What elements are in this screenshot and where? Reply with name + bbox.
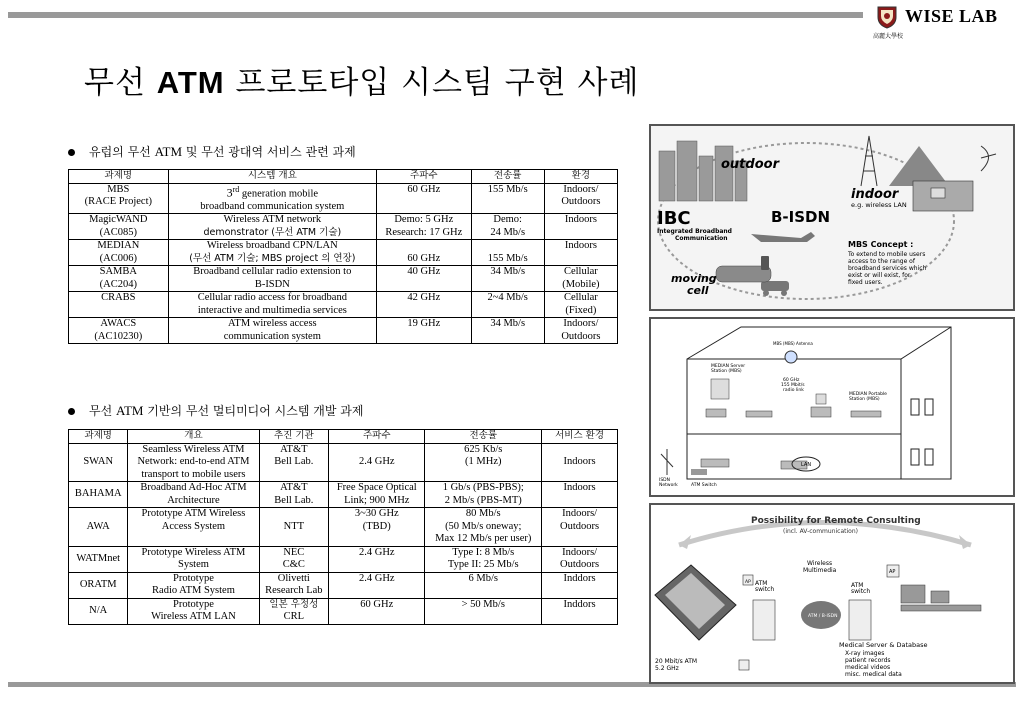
cell-line: Bell Lab. xyxy=(274,494,314,506)
environment-cell xyxy=(544,292,617,318)
cell-line: Wireless ATM network xyxy=(223,214,322,225)
service-env-cell xyxy=(542,572,618,598)
cell-line: Network: end-to-end ATM xyxy=(137,456,250,467)
column-header: 과제명 xyxy=(69,170,169,184)
cell-line: (Fixed) xyxy=(565,304,597,316)
cell-line: 60 GHz xyxy=(360,598,394,610)
cell-line: MBS xyxy=(107,183,130,195)
section2-bullet-post: 기반의 무선 멀티미디어 시스템 개발 과제 xyxy=(147,404,364,418)
table-header-row xyxy=(69,170,618,184)
consult-subtitle: (incl. AV-communication) xyxy=(783,528,858,535)
system-desc-cell xyxy=(168,318,376,344)
cell-line: Max 12 Mb/s per user) xyxy=(435,533,532,544)
organization-cell xyxy=(259,508,329,547)
cell-line: Demo: 5 GHz xyxy=(394,214,454,225)
cell-line: 34 Mb/s xyxy=(490,266,526,277)
cell-line: 2 Mb/s (PBS-MT) xyxy=(444,494,522,506)
cell-line: System xyxy=(177,559,209,570)
environment-cell xyxy=(544,318,617,344)
overview-cell xyxy=(128,482,259,508)
workstation-icon xyxy=(901,585,981,611)
cell-line: 2.4 GHz xyxy=(358,456,395,467)
cell-line: interactive and multimedia services xyxy=(197,304,347,316)
outdoor-label: outdoor xyxy=(721,157,779,172)
cell-line: (TBD) xyxy=(362,520,391,532)
frequency-cell xyxy=(377,214,472,240)
cell-line: Wireless broadband CPN/LAN xyxy=(206,240,338,251)
cell-line: 625 Kb/s xyxy=(464,443,503,455)
cell-line: Outdoors xyxy=(561,196,601,207)
top-divider-bar xyxy=(8,12,863,18)
cell-line: 34 Mb/s xyxy=(490,318,526,329)
rate-label-2: 5.2 GHz xyxy=(655,665,679,672)
table-row xyxy=(69,318,618,344)
project-name-cell: BAHAMA xyxy=(69,482,128,508)
section2-bullet-pre: 무선 xyxy=(89,404,113,418)
service-env-cell xyxy=(542,508,618,547)
lan-label: LAN xyxy=(801,462,812,468)
cell-line: 155 Mb/s xyxy=(487,252,528,264)
column-header: 주파수 xyxy=(377,170,472,184)
cell-line: (AC085) xyxy=(99,226,137,238)
cell-line: 3~30 GHz xyxy=(354,508,399,519)
car-icon xyxy=(761,281,789,296)
cell-line: (50 Mb/s oneway; xyxy=(445,520,522,532)
link-label-1: 60 GHz xyxy=(783,378,800,383)
service-env-cell xyxy=(542,598,618,624)
cell-line: Research: 17 GHz xyxy=(385,226,463,238)
cell-line: Bell Lab. xyxy=(274,456,314,467)
column-header: 과제명 xyxy=(69,430,128,444)
frequency-cell xyxy=(329,482,425,508)
cell-line: 2.4 GHz xyxy=(358,572,395,584)
table-row xyxy=(69,240,618,266)
project-name-cell xyxy=(69,240,169,266)
frequency-cell xyxy=(377,292,472,318)
column-header: 시스템 개요 xyxy=(168,170,376,184)
column-header: 전송률 xyxy=(425,430,542,444)
section2-bullet-atm: ATM xyxy=(116,403,144,418)
page-title xyxy=(84,57,639,102)
cell-line: Demo: xyxy=(493,214,522,225)
frequency-cell xyxy=(377,183,472,214)
cell-line: 19 GHz xyxy=(407,318,441,329)
ibc-sub-label-1: Integrated Broadband xyxy=(657,228,732,235)
rate-cell xyxy=(425,482,542,508)
cell-line: (RACE Project) xyxy=(84,196,152,207)
cell-line: Indoors xyxy=(564,214,597,225)
tablet-device-icon xyxy=(655,565,736,640)
cell-line: Type I: 8 Mb/s xyxy=(452,546,515,558)
indoor-sub-label: e.g. wireless LAN xyxy=(851,201,907,209)
desc-superscript: rd xyxy=(232,184,240,194)
frequency-cell xyxy=(329,508,425,547)
wireless-label-2: Multimedia xyxy=(803,567,837,574)
mbs-concept-line-2: access to the range of xyxy=(848,258,915,265)
cell-line: 80 Mb/s xyxy=(465,508,501,519)
cell-line: Inddors xyxy=(563,572,596,584)
multimedia-projects-table xyxy=(68,429,618,625)
cell-line: Type II: 25 Mb/s xyxy=(447,559,519,570)
cell-line: (AC10230) xyxy=(94,330,143,342)
cell-line: Broadband cellular radio extension to xyxy=(193,266,352,277)
server-label-1: MEDIAN Server xyxy=(711,364,746,369)
system-desc-cell xyxy=(168,292,376,318)
cell-line: 1 Gb/s (PBS-PBS); xyxy=(442,482,524,493)
ibc-concept-figure xyxy=(649,124,1015,311)
rate-cell xyxy=(471,292,544,318)
server-item-4: misc. medical data xyxy=(845,671,902,678)
cell-line: Prototype ATM Wireless xyxy=(141,508,246,519)
isdn-label-1: ISDN xyxy=(659,478,671,483)
rate-cell xyxy=(425,508,542,547)
project-name-cell xyxy=(69,266,169,292)
isdn-label-2: Network xyxy=(659,483,678,488)
rate-label-1: 20 Mbit/s ATM xyxy=(655,658,698,665)
column-header: 개요 xyxy=(128,430,259,444)
cell-line: Research Lab xyxy=(265,585,323,596)
title-prefix: 무선 xyxy=(84,65,146,101)
satellite-dish-icon xyxy=(981,146,996,171)
bisdn-label: ATM / B-ISDN xyxy=(808,614,838,619)
atm-switch-icon xyxy=(691,469,707,475)
project-name-cell: N/A xyxy=(69,598,128,624)
cell-line: 24 Mb/s xyxy=(490,226,526,238)
column-header: 추진 기관 xyxy=(259,430,329,444)
title-suffix: 프로토타입 시스팀 구현 사례 xyxy=(235,65,640,101)
mbs-concept-title: MBS Concept : xyxy=(848,240,914,249)
cell-line: Indoors xyxy=(563,456,596,467)
cell-line: generation mobile xyxy=(239,188,319,199)
server-item-2: patient records xyxy=(845,657,891,664)
wireless-label-1: Wireless xyxy=(807,560,833,567)
rate-cell xyxy=(425,598,542,624)
cell-line: 6 Mb/s xyxy=(468,572,499,584)
table-header-row xyxy=(69,430,618,444)
cell-line: Link; 900 MHz xyxy=(344,494,410,506)
cell-line: 40 GHz xyxy=(407,266,441,277)
cell-line: Cellular radio access for broadband xyxy=(197,292,347,303)
desc-prefix: 3 xyxy=(226,185,233,199)
cell-line: Free Space Optical xyxy=(336,482,417,493)
atm-switch-right-2: switch xyxy=(851,588,871,595)
cell-line: CRABS xyxy=(101,292,136,303)
cell-line: Seamless Wireless ATM xyxy=(142,443,245,455)
logo-text: WISE LAB xyxy=(905,6,998,26)
cell-line: Prototype xyxy=(173,598,214,610)
rate-cell xyxy=(425,546,542,572)
antenna-label: MBS (MBS) Antenna xyxy=(773,341,813,346)
system-desc-cell xyxy=(168,183,376,214)
cell-line: SAMBA xyxy=(99,266,137,277)
moving-cell-label-2: cell xyxy=(687,284,709,297)
university-crest-icon xyxy=(877,5,897,29)
table-row xyxy=(69,598,618,624)
organization-cell xyxy=(259,598,329,624)
cell-line: broadband communication system xyxy=(200,200,345,212)
cell-line: Wireless ATM LAN xyxy=(151,611,236,622)
tower-icon xyxy=(861,136,877,186)
atm-switch-left-2: switch xyxy=(755,586,775,593)
window-icons xyxy=(911,399,933,465)
link-label-3: radio link xyxy=(783,388,804,393)
server-title: Medical Server & Database xyxy=(839,641,928,649)
logo-subtext: 高麗大學校 xyxy=(873,33,904,40)
table-row xyxy=(69,443,618,482)
cell-line: communication system xyxy=(223,330,321,342)
project-name-cell xyxy=(69,318,169,344)
cell-line: Indoors/ xyxy=(562,508,598,519)
project-name-cell xyxy=(69,292,169,318)
section1-bullet-atm: ATM xyxy=(154,144,183,159)
portable-label-1: MEDIAN Portable xyxy=(849,392,887,397)
column-header: 서비스 환경 xyxy=(542,430,618,444)
mbs-concept-line-5: fixed users. xyxy=(848,279,883,286)
cell-line: (1 MHz) xyxy=(465,456,502,467)
overview-cell xyxy=(128,598,259,624)
cell-line: Cellular xyxy=(563,266,598,277)
cell-line: Architecture xyxy=(167,494,220,506)
project-name-cell: SWAN xyxy=(69,443,128,482)
project-name-cell: ORATM xyxy=(69,572,128,598)
organization-cell xyxy=(259,546,329,572)
cell-line: Indoors/ xyxy=(563,318,599,329)
overview-cell xyxy=(128,572,259,598)
table-row xyxy=(69,292,618,318)
section1-bullet-pre: 유럽의 무선 xyxy=(89,145,151,159)
server-label-2: Station (MBS) xyxy=(711,369,742,374)
frequency-cell xyxy=(329,598,425,624)
cell-line: C&C xyxy=(282,559,305,570)
frequency-cell xyxy=(377,240,472,266)
service-env-cell xyxy=(542,443,618,482)
organization-cell xyxy=(259,572,329,598)
table-row xyxy=(69,214,618,240)
project-name-cell xyxy=(69,214,169,240)
cell-line: transport to mobile users xyxy=(141,468,246,480)
organization-cell xyxy=(259,482,329,508)
cell-line: > 50 Mb/s xyxy=(461,598,505,610)
table-row xyxy=(69,482,618,508)
environment-cell xyxy=(544,183,617,214)
cell-line: Olivetti xyxy=(277,572,310,584)
portable-label-2: Station (MBS) xyxy=(849,397,880,402)
overview-cell xyxy=(128,546,259,572)
rate-cell xyxy=(471,214,544,240)
mountain-icon xyxy=(889,146,949,186)
frequency-cell xyxy=(329,443,425,482)
cell-line: (Mobile) xyxy=(562,278,600,290)
bullet-dot-icon xyxy=(68,149,75,156)
cell-line: 2~4 Mb/s xyxy=(487,292,528,303)
table-row xyxy=(69,546,618,572)
cell-line: 일본 우정성 xyxy=(269,598,319,610)
overview-cell xyxy=(128,443,259,482)
mbs-concept-line-3: broadband services which xyxy=(848,265,927,272)
rate-cell xyxy=(425,443,542,482)
frequency-cell xyxy=(377,266,472,292)
cell-line: 60 GHz xyxy=(407,252,441,264)
column-header: 전송률 xyxy=(471,170,544,184)
atm-switch-label: ATM Switch xyxy=(691,483,717,488)
cell-line: AWACS xyxy=(100,318,137,329)
cell-line: Cellular xyxy=(563,292,598,303)
ibc-label: IBC xyxy=(657,208,691,229)
cell-line: 60 GHz xyxy=(407,183,441,195)
system-desc-cell xyxy=(168,240,376,266)
ap-label-1: AP xyxy=(745,580,751,585)
cell-line: Outdoors xyxy=(560,520,600,532)
cell-line: Prototype Wireless ATM xyxy=(141,546,246,558)
airplane-icon xyxy=(751,232,815,242)
cell-line: AT&T xyxy=(280,443,308,455)
link-label-2: 155 Mbit/s xyxy=(781,383,805,388)
handheld-device-icon xyxy=(761,256,769,270)
ibc-sub-label-2: Communication xyxy=(675,235,728,242)
section2-bullet xyxy=(68,402,363,419)
ap-label-2: AP xyxy=(889,569,896,575)
cell-line: Indoors/ xyxy=(563,183,599,195)
frequency-cell xyxy=(377,318,472,344)
bisdn-label: B-ISDN xyxy=(771,208,831,226)
cell-line: 155 Mb/s xyxy=(487,183,528,195)
antenna-icon xyxy=(785,351,797,363)
frequency-cell xyxy=(329,572,425,598)
server-item-1: X-ray images xyxy=(845,650,885,657)
environment-cell xyxy=(544,240,617,266)
office-desk-icon xyxy=(913,181,973,211)
cell-line: Indoors/ xyxy=(562,546,598,558)
cell-line: AT&T xyxy=(280,482,308,493)
cell-line: MagicWAND xyxy=(89,214,148,225)
title-bold: ATM xyxy=(156,65,225,100)
overview-cell xyxy=(128,508,259,547)
cell-line: (AC204) xyxy=(99,278,137,290)
service-env-cell xyxy=(542,482,618,508)
mbs-concept-line-1: To extend to mobile users xyxy=(848,251,926,258)
cell-line: CRL xyxy=(283,611,305,622)
cell-line: 42 GHz xyxy=(407,292,441,303)
project-name-cell xyxy=(69,183,169,214)
environment-cell xyxy=(544,214,617,240)
cell-line: Outdoors xyxy=(560,559,600,570)
section1-bullet-post: 및 무선 광대역 서비스 관련 과제 xyxy=(185,145,356,159)
mbs-concept-line-4: exist or will exist, for xyxy=(848,272,911,279)
cell-line: Inddors xyxy=(563,598,596,610)
cell-line: NEC xyxy=(283,546,305,558)
frequency-cell xyxy=(329,546,425,572)
cell-line: (AC006) xyxy=(99,252,137,264)
column-header: 주파수 xyxy=(329,430,425,444)
indoor-label: indoor xyxy=(851,187,899,202)
section1-bullet xyxy=(68,143,356,160)
atm-switch-right-1: ATM xyxy=(851,582,864,589)
service-env-cell xyxy=(542,546,618,572)
system-desc-cell xyxy=(168,266,376,292)
median-building-figure xyxy=(649,317,1015,497)
atm-switch-left-1: ATM xyxy=(755,580,768,587)
cell-line: Broadband Ad-Hoc ATM xyxy=(140,482,247,493)
environment-cell xyxy=(544,266,617,292)
cell-line: Radio ATM System xyxy=(152,585,235,596)
table-row xyxy=(69,183,618,214)
moving-cell-label-1: moving xyxy=(671,272,717,285)
rate-cell xyxy=(425,572,542,598)
cell-line: Outdoors xyxy=(561,330,601,342)
cell-line: demonstrator (무선 ATM 기술) xyxy=(203,226,342,238)
organization-cell xyxy=(259,443,329,482)
remote-consulting-figure xyxy=(649,503,1015,684)
project-name-cell: AWA xyxy=(69,508,128,547)
table-row xyxy=(69,572,618,598)
cell-line: Prototype xyxy=(173,572,214,584)
rate-cell xyxy=(471,318,544,344)
dish-icon xyxy=(661,449,673,475)
cell-line: (무선 ATM 기술; MBS project 의 연장) xyxy=(189,252,356,264)
cell-line: NTT xyxy=(283,520,305,532)
cell-line: Access System xyxy=(161,520,226,532)
cell-line: 2.4 GHz xyxy=(358,546,395,558)
rate-cell xyxy=(471,240,544,266)
cell-line: B-ISDN xyxy=(254,278,290,290)
cell-line: Indoors xyxy=(564,240,597,251)
server-item-3: medical videos xyxy=(845,664,891,671)
rate-cell xyxy=(471,183,544,214)
europe-projects-table xyxy=(68,169,618,344)
cell-line: Indoors xyxy=(563,482,596,493)
consult-title: Possibility for Remote Consulting xyxy=(751,516,921,526)
cell-line: ATM wireless access xyxy=(228,318,317,329)
column-header: 환경 xyxy=(544,170,617,184)
bullet-dot-icon xyxy=(68,408,75,415)
table-row xyxy=(69,508,618,547)
wise-lab-logo xyxy=(875,4,1015,40)
project-name-cell: WATMnet xyxy=(69,546,128,572)
cell-line: MEDIAN xyxy=(97,240,140,251)
rate-cell xyxy=(471,266,544,292)
table-row xyxy=(69,266,618,292)
system-desc-cell xyxy=(168,214,376,240)
